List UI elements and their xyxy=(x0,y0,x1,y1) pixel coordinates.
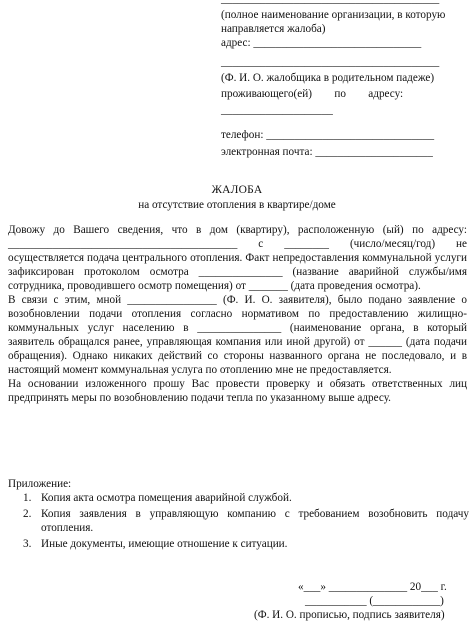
appendix-item-text: Копия акта осмотра помещения аварийной службой. xyxy=(41,492,292,504)
appendix-list xyxy=(23,491,469,551)
header-top-line xyxy=(221,0,439,6)
appendix-item xyxy=(23,507,469,535)
date-line: «___» ______________ 20___ г. xyxy=(298,581,447,593)
header-short-line: ____________________ xyxy=(221,104,333,116)
appendix-item-text: Копия заявления в управляющую компанию с требованием возобновить подачу отопления. xyxy=(41,508,469,534)
appendix-item-number: 2. xyxy=(23,508,32,520)
body-paragraph-1: Довожу до Вашего сведения, что в дом (квартиру), расположенную (ый) по адресу: _________________________________________ с ________ (число/месяц/год) не осуществляется подача центрального отопления. Факт непредоставления коммунальной услуги зафиксирован протоколом осмотра _______________ (название аварийной службы/имя сотрудника, проводившего осмотр помещения) от _______ (дата проведения осмотра). xyxy=(8,224,467,292)
signature-note: (Ф. И. О. прописью, подпись заявителя) xyxy=(254,609,445,621)
header-email: электронная почта: _____________________ xyxy=(221,146,433,158)
body-paragraph-3: На основании изложенного прошу Вас провести проверку и обязать ответственных лиц предпринять меры по возобновлению подачи тепла по указанному выше адресу. xyxy=(8,378,467,404)
appendix-item xyxy=(23,491,469,505)
appendix-item-number: 1. xyxy=(23,492,32,504)
complaint-body xyxy=(8,223,467,405)
appendix-item-text: Иные документы, имеющие отношение к ситуации. xyxy=(41,538,288,550)
appendix-item xyxy=(23,537,469,551)
appendix-item-number: 3. xyxy=(23,538,32,550)
document-title: ЖАЛОБА xyxy=(211,184,263,196)
header-phone: телефон: ______________________________ xyxy=(221,129,435,141)
header-org-note-1: (полное наименование организации, в которую xyxy=(221,9,446,21)
header-address: адрес: ______________________________ xyxy=(221,37,422,49)
header-blank-line: _______________________________________ xyxy=(221,56,440,68)
appendix-label: Приложение: xyxy=(8,478,72,490)
header-fio-note: (Ф. И. О. жалобщика в родительном падеже) xyxy=(221,72,435,84)
document-subtitle: на отсутствие отопления в квартире/доме xyxy=(138,199,336,211)
signature-line: ___________ (____________) xyxy=(305,595,444,607)
header-org-note-2: направляется жалоба) xyxy=(221,23,326,35)
body-paragraph-2: В связи с этим, мной ________________ (Ф. И. О. заявителя), было подано заявление о возобновлении подачи отопления согласно нормативом по предоставлению жилищно-коммунальных услуг населению в _______________ (наименование органа, в который заявитель обращался ранее, управляющая компания или иной другой) от ______ (дата подачи обращения). Однако никаких действий со стороны названного органа не последовало, и в настоящий момент коммунальная услуга по отоплению мне не предоставляется. xyxy=(8,294,467,376)
header-residing: проживающего(ей) по адресу: xyxy=(221,88,404,100)
